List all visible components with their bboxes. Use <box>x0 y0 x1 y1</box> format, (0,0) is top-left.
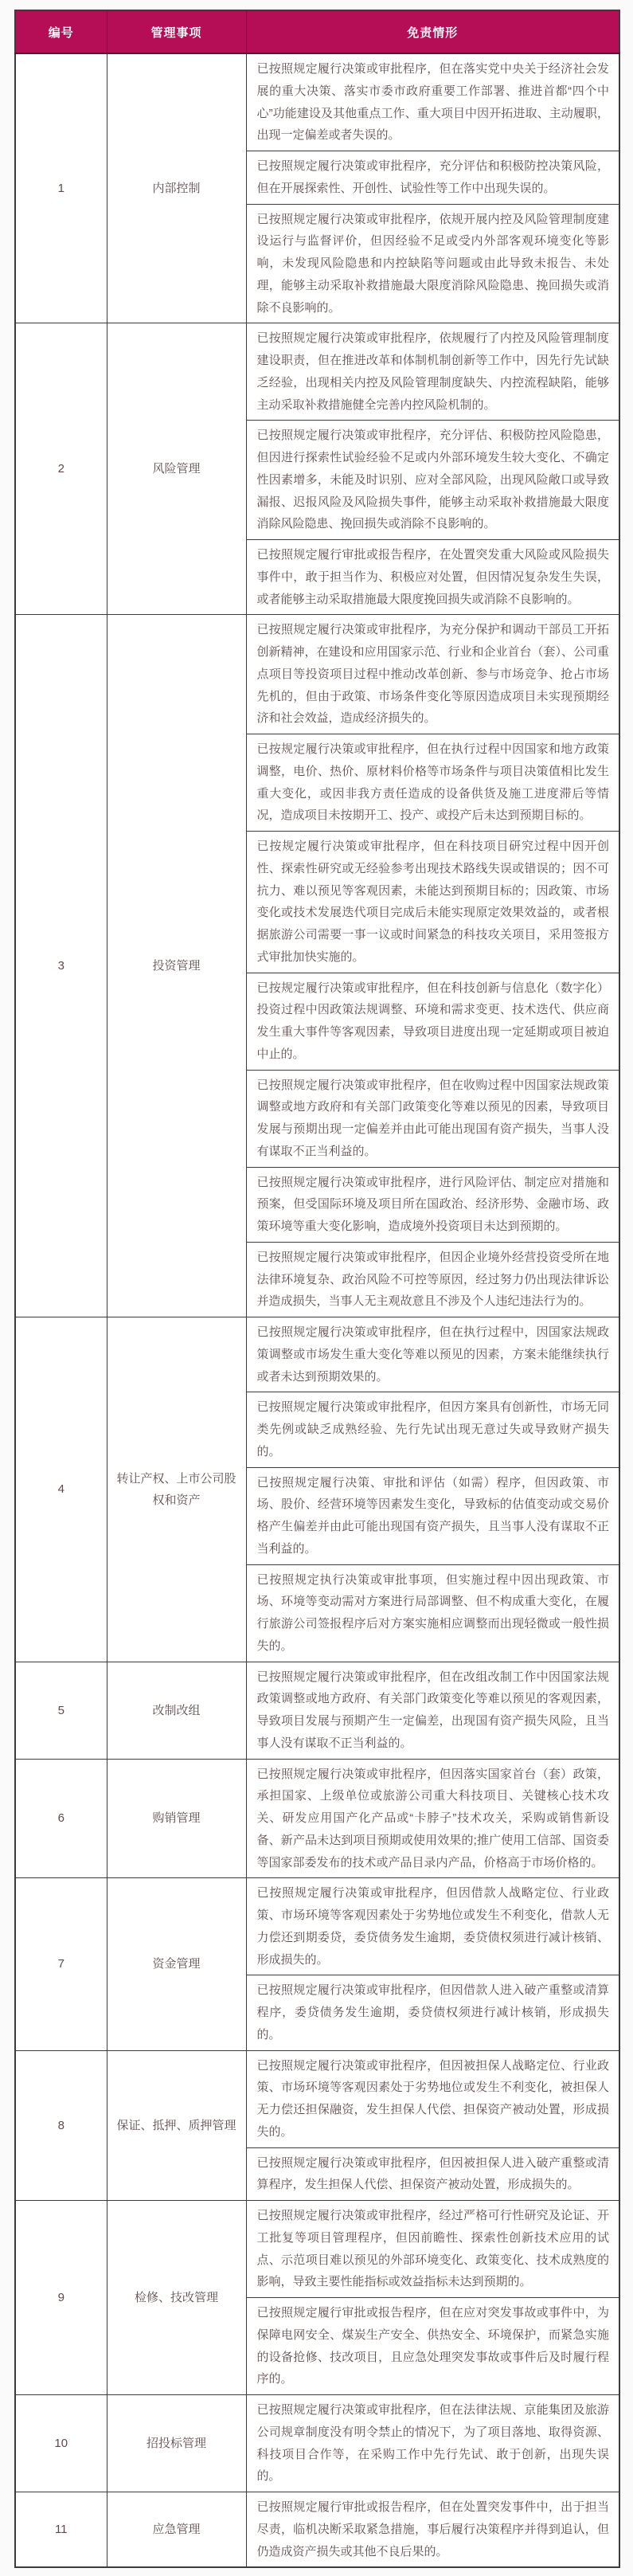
row-number: 6 <box>15 1759 107 1878</box>
row-number: 8 <box>15 2050 107 2201</box>
row-number: 3 <box>15 615 107 1317</box>
table-row <box>15 53 619 151</box>
exemption-case: 已按照规定履行决策或审批程序，充分评估、积极防控风险隐患，但因进行探索性试验经验不足或内外部环境发生较大变化、不确定性因素增多，未能及时识别、应对全部风险，出现风险敞口或导致漏报、迟报风险及风险损失事件，能够主动采取补救措施最大限度消除风险隐患、挽回损失或消除不良影响的。 <box>246 421 619 540</box>
row-number: 10 <box>15 2395 107 2492</box>
exemption-case: 已按照规定履行决策或审批程序，但因方案具有创新性，市场无同类先例或缺乏成熟经验、先行先试出现无意过失或导致财产损失的。 <box>246 1392 619 1467</box>
exemption-case: 已按规定履行决策或审批程序，但在科技创新与信息化（数字化）投资过程中因政策法规调整、环境和需求变更、技术迭代、供应商发生重大事件等客观因素，导致项目进度出现一定延期或项目被迫中止的。 <box>246 973 619 1070</box>
table-row <box>15 1759 619 1878</box>
exemption-case: 已按照规定履行决策或审批程序，但因借款人战略定位、行业政策、市场环境等客观因素处于劣势地位或发生不利变化，借款人无力偿还到期委贷，委贷债务发生逾期，委贷债权须进行减计核销、形成损失的。 <box>246 1878 619 1975</box>
row-category: 转让产权、上市公司股权和资产 <box>107 1317 246 1662</box>
header-category: 管理事项 <box>107 10 246 53</box>
header-exemption: 免责情形 <box>246 10 619 53</box>
exemption-case: 已按照规定履行决策或审批程序，但在法律法规、京能集团及旅游公司规章制度没有明令禁止的情况下，为了项目落地、取得资源、科技项目合作等，在采购工作中先行先试、敢于创新，出现失误的。 <box>246 2395 619 2492</box>
exemption-case: 已按照规定履行审批或报告程序，但在应对突发事故或事件中，为保障电网安全、煤炭生产安全、供热安全、环境保护，而紧急实施的设备抢修、技改项目，且应急处理突发事故或事件后及时履行程序的。 <box>246 2298 619 2395</box>
table-row <box>15 2201 619 2298</box>
row-category: 保证、抵押、质押管理 <box>107 2050 246 2201</box>
row-category: 改制改组 <box>107 1662 246 1759</box>
row-category: 应急管理 <box>107 2492 246 2568</box>
row-category: 招投标管理 <box>107 2395 246 2492</box>
table-row <box>15 2395 619 2492</box>
exemption-case: 已按照规定履行审批或报告程序，在处置突发重大风险或风险损失事件中，敢于担当作为、积极应对处置，但因情况复杂发生失误，或者能够主动采取措施最大限度挽回损失或消除不良影响的。 <box>246 540 619 615</box>
exemption-case: 已按照规定履行决策或审批程序，但因借款人进入破产重整或清算程序，委贷债务发生逾期，委贷债权须进行减计核销，形成损失的。 <box>246 1975 619 2050</box>
exemption-case: 已按规定履行决策或审批程序，但在科技项目研究过程中因开创性、探索性研究或无经验参考出现技术路线失误或错误的；因不可抗力、难以预见等客观因素，未能达到预期目标的；因政策、市场变化或技术发展迭代项目完成后未能实现原定效果效益的，或者根据旅游公司需要一事一议或时间紧急的科技攻关项目，采用签报方式审批加快实施的。 <box>246 832 619 973</box>
table-row <box>15 2050 619 2147</box>
row-category: 内部控制 <box>107 53 246 323</box>
exemption-case: 已按照规定履行决策或审批程序，但因被担保人战略定位、行业政策、市场环境等客观因素处于劣势地位或发生不利变化，被担保人无力偿还担保融资，发生担保人代偿、担保资产被动处置，形成损失的。 <box>246 2050 619 2147</box>
table-row <box>15 2492 619 2568</box>
row-number: 5 <box>15 1662 107 1759</box>
row-number: 4 <box>15 1317 107 1662</box>
row-number: 7 <box>15 1878 107 2050</box>
exemption-table <box>14 10 620 2568</box>
exemption-case: 已按规定履行决策或审批程序，但在执行过程中因国家和地方政策调整，电价、热价、原材料价格等市场条件与项目决策值相比发生重大变化，或因非我方责任造成的设备供货及施工进度滞后等情况，造成项目未按期开工、投产、或投产后未达到预期目标的。 <box>246 734 619 832</box>
exemption-case: 已按照规定执行决策或审批事项，但实施过程中因出现政策、市场、环境等变动需对方案进行局部调整、但不构成重大变化，在履行旅游公司签报程序后对方案实施相应调整而出现轻微或一般性损失的。 <box>246 1564 619 1662</box>
exemption-case: 已按照规定履行决策、审批和评估（如需）程序，但因政策、市场、股价、经营环境等因素发生变化，导致标的估值变动或交易价格产生偏差并由此可能出现国有资产损失，且当事人没有谋取不正当利益的。 <box>246 1467 619 1564</box>
table-row <box>15 1662 619 1759</box>
table-body <box>15 53 619 2567</box>
exemption-case: 已按照规定履行决策或审批程序，依规开展内控及风险管理制度建设运行与监督评价，但因经验不足或受内外部客观环境变化等影响，未发现风险隐患和内控缺陷等问题或由此导致未报告、未处理，能够主动采取补救措施最大限度消除风险隐患、挽回损失或消除不良影响的。 <box>246 204 619 323</box>
exemption-case: 已按照规定履行决策或审批程序，但因企业境外经营投资受所在地法律环境复杂、政治风险不可控等原因，经过努力仍出现法律诉讼并造成损失，当事人无主观故意且不涉及个人违纪违法行为的。 <box>246 1242 619 1317</box>
row-number: 9 <box>15 2201 107 2395</box>
exemption-case: 已按照规定履行决策或审批程序，进行风险评估、制定应对措施和预案，但受国际环境及项目所在国政治、经济形势、金融市场、政策环境等重大变化影响，造成境外投资项目未达到预期的。 <box>246 1167 619 1242</box>
exemption-case: 已按照规定履行决策或审批程序，经过严格可行性研究及论证、开工批复等项目管理程序，但因前瞻性、探索性创新技术应用的试点、示范项目难以预见的外部环境变化、政策变化、技术成熟度的影响，导致主要性能指标或效益指标未达到预期的。 <box>246 2201 619 2298</box>
row-category: 风险管理 <box>107 323 246 615</box>
exemption-case: 已按照规定履行审批或报告程序，但在处置突发事件中，出于担当尽责，临机决断采取紧急措施，事后履行决策程序并得到追认，但仍造成资产损失或其他不良后果的。 <box>246 2492 619 2568</box>
exemption-case: 已按照规定履行决策或审批程序，但因被担保人进入破产重整或清算程序，发生担保人代偿、担保资产被动处置，形成损失的。 <box>246 2147 619 2201</box>
exemption-case: 已按照规定履行决策或审批程序，但因落实国家首台（套）政策，承担国家、上级单位或旅游公司重大科技项目、关键核心技术攻关、研发应用国产化产品或“卡脖子”技术攻关，采购或销售新设备、新产品未达到项目预期或使用效果的;推广使用工信部、国资委等国家部委发布的技术或产品目录内产品，价格高于市场价格的。 <box>246 1759 619 1878</box>
row-number: 2 <box>15 323 107 615</box>
table-row <box>15 1878 619 1975</box>
exemption-case: 已按照规定履行决策或审批程序，但在改组改制工作中因国家法规政策调整或地方政府、有关部门政策变化等难以预见的客观因素，导致项目发展与预期产生一定偏差，出现国有资产损失风险，且当事人没有谋取不正当利益的。 <box>246 1662 619 1759</box>
exemption-case: 已按照规定履行决策或审批程序，依规履行了内控及风险管理制度建设职责，但在推进改革和体制机制创新等工作中，因先行先试缺乏经验，出现相关内控及风险管理制度缺失、内控流程缺陷，能够主动采取补救措施健全完善内控风险机制的。 <box>246 323 619 421</box>
header-row <box>15 10 619 53</box>
exemption-case: 已按照规定履行决策或审批程序，为充分保护和调动干部员工开拓创新精神，在建设和应用国家示范、行业和企业首台（套）、公司重点项目等投资项目过程中推动改革创新、参与市场竞争、抢占市场先机的，但由于政策、市场条件变化等原因造成项目未实现预期经济和社会效益，造成经济损失的。 <box>246 615 619 734</box>
table-row <box>15 1317 619 1392</box>
exemption-case: 已按照规定履行决策或审批程序，充分评估和积极防控决策风险，但在开展探索性、开创性、试验性等工作中出现失误的。 <box>246 151 619 205</box>
row-category: 投资管理 <box>107 615 246 1317</box>
header-no: 编号 <box>15 10 107 53</box>
table-row <box>15 323 619 421</box>
table-row <box>15 615 619 734</box>
row-number: 1 <box>15 53 107 323</box>
row-number: 11 <box>15 2492 107 2568</box>
table-header <box>15 10 619 53</box>
exemption-case: 已按照规定履行决策或审批程序，但在执行过程中，因国家法规政策调整或市场发生重大变化等难以预见的因素，方案未能继续执行或者未达到预期效果的。 <box>246 1317 619 1392</box>
exemption-case: 已按照规定履行决策或审批程序，但在落实党中央关于经济社会发展的重大决策、落实市委市政府重要工作部署、推进首都“四个中心”功能建设及其他重点工作、重大项目中因开拓进取、主动履职，出现一定偏差或者失误的。 <box>246 53 619 151</box>
exemption-case: 已按照规定履行决策或审批程序，但在收购过程中因国家法规政策调整或地方政府和有关部门政策变化等难以预见的因素，导致项目发展与预期出现一定偏差并由此可能出现国有资产损失，当事人没有谋取不正当利益的。 <box>246 1070 619 1167</box>
row-category: 资金管理 <box>107 1878 246 2050</box>
row-category: 购销管理 <box>107 1759 246 1878</box>
row-category: 检修、技改管理 <box>107 2201 246 2395</box>
